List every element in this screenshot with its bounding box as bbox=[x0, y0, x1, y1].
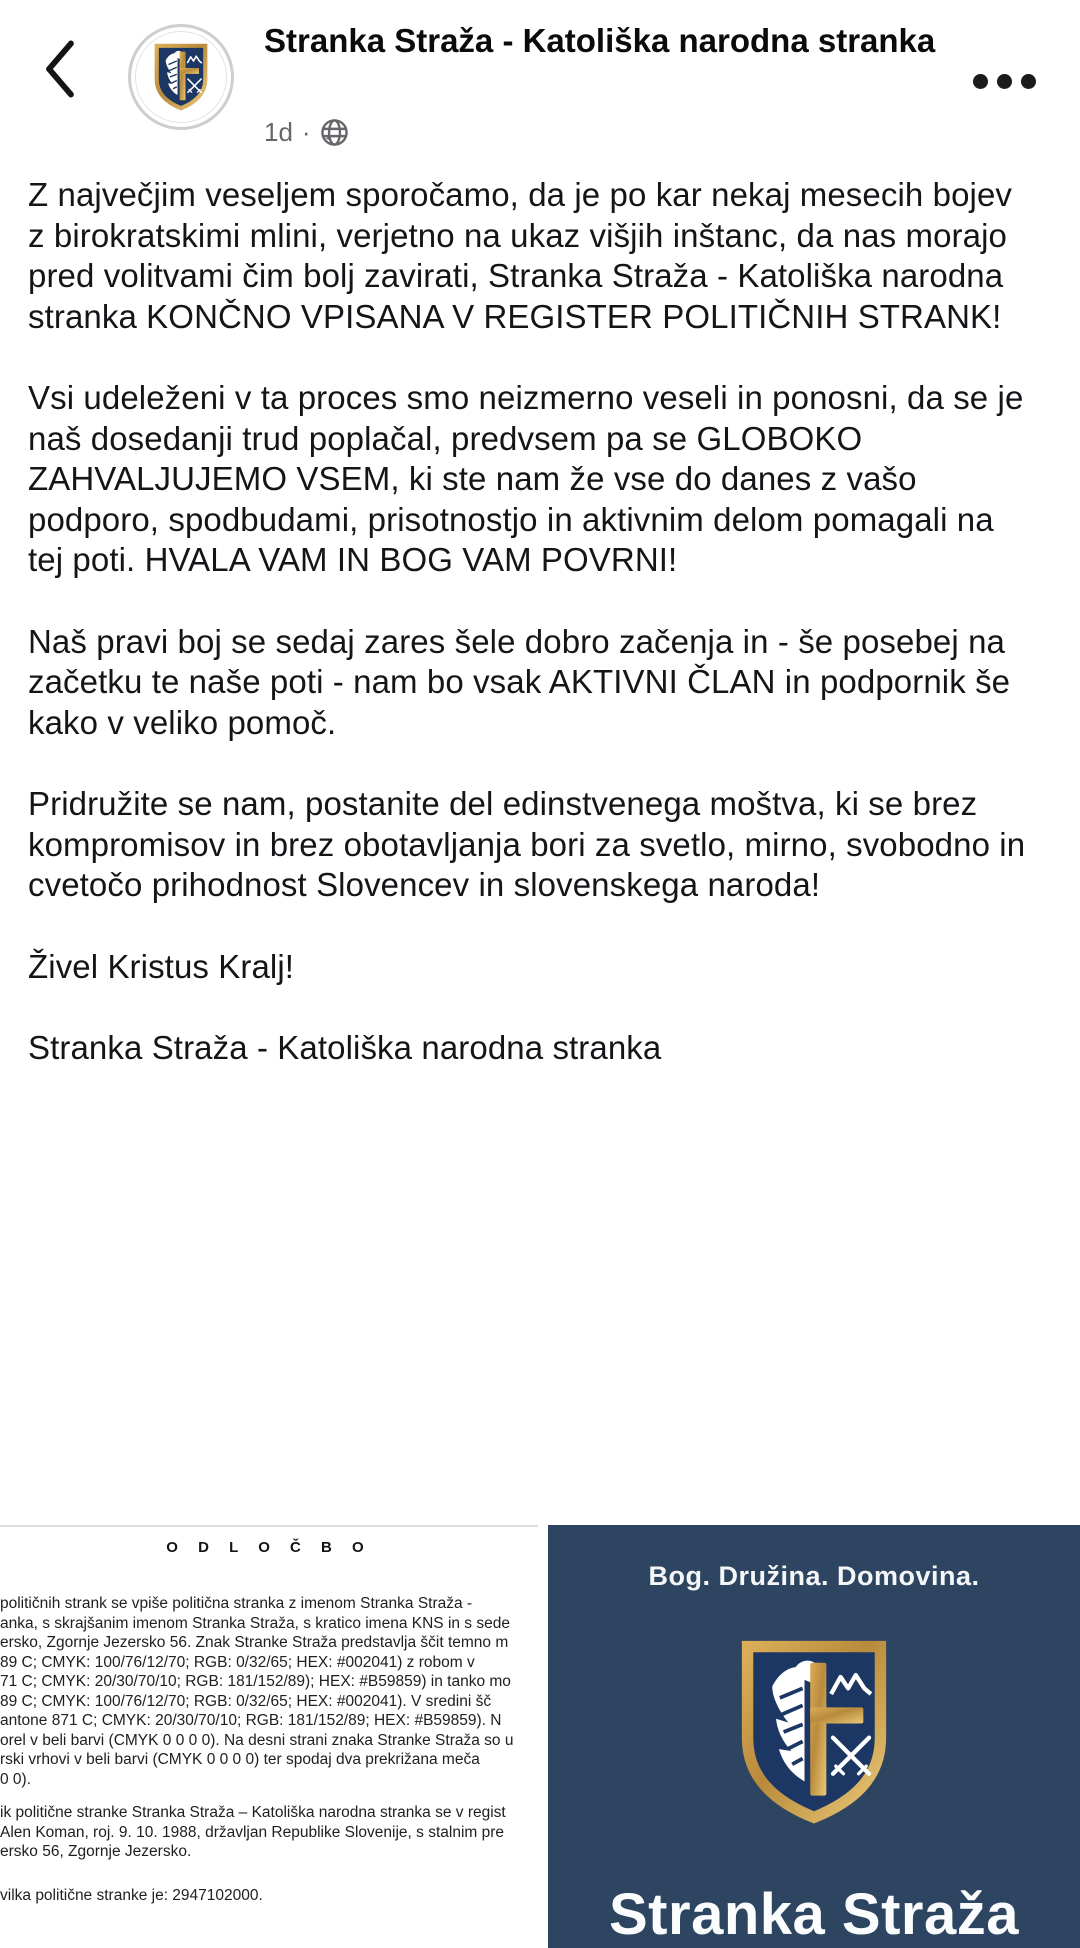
chevron-left-icon bbox=[38, 38, 82, 100]
post-text bbox=[28, 175, 1033, 1110]
document-line: 71 C; CMYK: 20/30/70/10; RGB: 181/152/89); HEX: #B59859) in tanko mo bbox=[0, 1673, 511, 1690]
globe-public-icon bbox=[320, 118, 349, 147]
document-line: antone 871 C; CMYK: 20/30/70/10; RGB: 181/152/89; HEX: #B59859). N bbox=[0, 1712, 502, 1729]
attachment-brand-image[interactable] bbox=[548, 1525, 1080, 1948]
ellipsis-icon bbox=[997, 74, 1012, 89]
party-shield-logo-icon bbox=[153, 43, 209, 111]
document-line: Alen Koman, roj. 9. 10. 1988, državljan Republike Slovenije, s stalnim pre bbox=[0, 1823, 505, 1841]
post-paragraph: Pridružite se nam, postanite del edinstvenega moštva, ki se brez kompromisov in brez obotavljanja bori za svetlo, mirno, svobodno in cvetočo prihodnost Slovencev in slovenskega naroda! bbox=[28, 785, 1026, 903]
post-paragraph: Naš pravi boj se sedaj zares šele dobro začenja in - še posebej na začetku te naše poti - nam bo vsak AKTIVNI ČLAN in podpornik še kako v veliko pomoč. bbox=[28, 622, 1011, 741]
document-line: rski vrhovi v beli barvi (CMYK 0 0 0 0) ter spodaj dva prekrižana meča bbox=[0, 1751, 480, 1768]
post-paragraph: Z največjim veseljem sporočamo, da je po kar nekaj mesecih bojev z birokratskimi mlini, verjetno na ukaz višjih inštanc, da nas morajo pred volitvami čim bolj zavirati, Stranka Straža - Katoliška narodna stranka KONČNO VPISANA V REGISTER POLITIČNIH STRANK! bbox=[28, 176, 1013, 335]
party-name: Stranka Straža bbox=[609, 1882, 1019, 1947]
attachment-decision-document-image[interactable] bbox=[0, 1525, 538, 1948]
document-line: ersko 56, Zgornje Jezersko. bbox=[0, 1843, 192, 1860]
post-attachments bbox=[0, 1525, 1080, 1948]
document-line: 0 0). bbox=[0, 1770, 32, 1788]
document-line: 89 C; CMYK: 100/76/12/70; RGB: 0/32/65; HEX: #002041). V sredini šč bbox=[0, 1692, 492, 1710]
post-paragraph: Vsi udeleženi v ta proces smo neizmerno veseli in ponosni, da se je naš dosedanji trud poplačal, predvsem pa se GLOBOKO ZAHVALJUJEMO VSEM, ki ste nam že vse do danes z vašo podporo, spodbudami, prisotnostjo in aktivnim delom pomagali na tej poti. HVALA VAM IN BOG VAM POVRNI! bbox=[28, 379, 1024, 578]
post-paragraph: Živel Kristus Kralj! bbox=[28, 947, 295, 985]
timestamp: 1d bbox=[264, 116, 293, 147]
document-registry-number: vilka politične stranke je: 2947102000. bbox=[0, 1886, 263, 1904]
party-shield-emblem-icon bbox=[738, 1639, 890, 1825]
more-options-button[interactable] bbox=[969, 70, 1040, 93]
document-line: političnih strank se vpiše politična stranka z imenom Stranka Straža - bbox=[0, 1595, 473, 1612]
document-line: ersko, Zgornje Jezersko 56. Znak Stranke Straža predstavlja ščit temno m bbox=[0, 1634, 509, 1651]
ellipsis-icon bbox=[1021, 74, 1036, 89]
brand-tagline: Bog. Družina. Domovina. bbox=[648, 1561, 980, 1591]
post-meta bbox=[264, 116, 349, 148]
page-title: Stranka Straža - Katoliška narodna stranka bbox=[264, 22, 936, 59]
post-paragraph: Stranka Straža - Katoliška narodna stranka bbox=[28, 1029, 662, 1066]
document-line: orel v beli barvi (CMYK 0 0 0 0). Na desni strani znaka Stranke Straža so u bbox=[0, 1731, 514, 1749]
meta-separator: · bbox=[301, 116, 311, 147]
document-body bbox=[0, 1594, 538, 1905]
ellipsis-icon bbox=[973, 74, 988, 89]
back-button[interactable] bbox=[38, 38, 82, 100]
document-heading: O D L O Č B O bbox=[166, 1539, 372, 1556]
avatar[interactable] bbox=[128, 24, 234, 130]
document-line: ik politične stranke Stranka Straža – Katoliška narodna stranka se v regist bbox=[0, 1804, 506, 1821]
document-line: 89 C; CMYK: 100/76/12/70; RGB: 0/32/65; HEX: #002041) z robom v bbox=[0, 1653, 475, 1671]
document-line: anka, s skrajšanim imenom Stranka Straža, s kratico imena KNS in s sede bbox=[0, 1614, 510, 1632]
